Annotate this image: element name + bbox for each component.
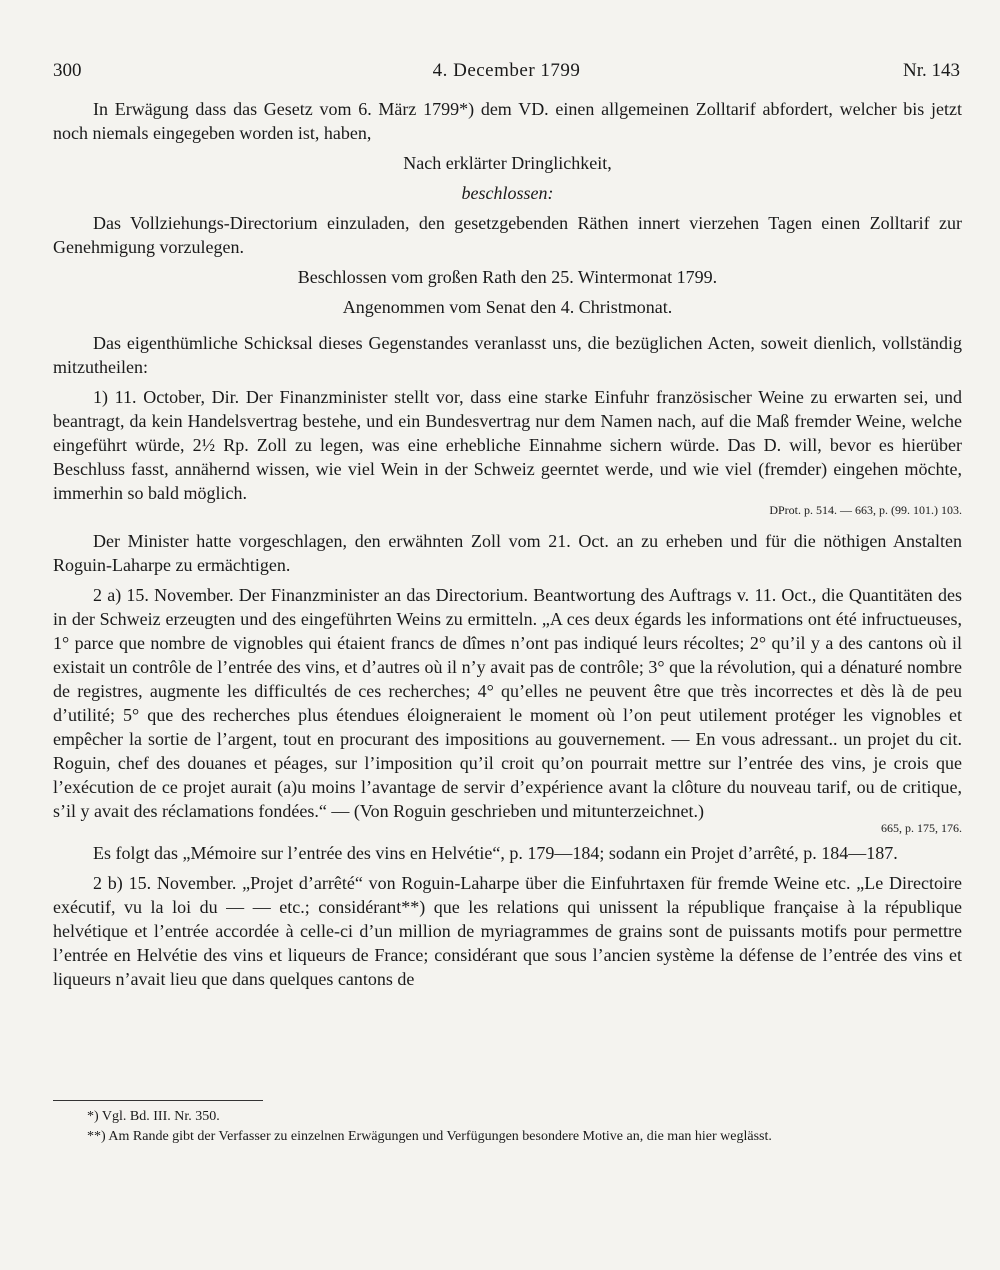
paragraph-adopted-council: Beschlossen vom großen Rath den 25. Wintermonat 1799.	[297, 267, 718, 287]
paragraph-memoire: Es folgt das „Mémoire sur l’entrée des vins en Helvétie“, p. 179—184; sodann ein Projet d’arrêté, p. 184—187.	[93, 843, 898, 863]
running-header	[53, 60, 960, 90]
footnotes	[53, 1100, 962, 1147]
paragraph-item-2b: 2 b) 15. November. „Projet d’arrêté“ von Roguin-Laharpe über die Einfuhrtaxen für fremde Weine etc. „Le Directoire exécutif, vu la loi du — — etc.; considérant**) que les relations qui unissent la république française à la république helvétique et l’entrée accordée à celle-ci d’un million de myriagrammes de grains sont de puissants motifs pour permettre l’entrée en Helvétie des vins et liqueurs de France; considérant que sous l’ancien système la défense de l’entrée des vins et liqueurs n’avait lieu que dans quelques cantons de	[53, 873, 962, 989]
paragraph-minister-proposal: Der Minister hatte vorgeschlagen, den erwähnten Zoll vom 21. Oct. an zu erheben und für die nöthigen Anstalten Roguin-Laharpe zu ermächtigen.	[53, 531, 962, 575]
paragraph-introduction: Das eigenthümliche Schicksal dieses Gegenstandes veranlasst uns, die bezüglichen Acten, soweit dienlich, vollständig mitzutheilen:	[53, 333, 962, 377]
footnote-2: **) Am Rande gibt der Verfasser zu einzelnen Erwägungen und Verfügungen besondere Motive an, die man hier weglässt.	[87, 1129, 772, 1144]
paragraph-resolved: beschlossen:	[461, 183, 554, 203]
body-text	[53, 97, 962, 991]
reference-2: 665, p. 175, 176.	[881, 821, 962, 835]
paragraph-consideration: In Erwägung dass das Gesetz vom 6. März 1799*) dem VD. einen allgemeinen Zolltarif abfordert, welcher bis jetzt noch niemals eingegeben worden ist, haben,	[53, 99, 962, 143]
paragraph-invitation: Das Vollziehungs-Directorium einzuladen, den gesetzgebenden Räthen innert vierzehen Tagen einen Zolltarif zur Genehmigung vorzulegen.	[53, 213, 962, 257]
footnote-1: *) Vgl. Bd. III. Nr. 350.	[87, 1109, 220, 1124]
header-date: 4. December 1799	[432, 60, 581, 81]
paragraph-item-1: 1) 11. October, Dir. Der Finanzminister stellt vor, dass eine starke Einfuhr französischer Weine zu erwarten sei, und beantragt, da kein Handelsvertrag bestehe, und ein Bundesvertrag nur dem Namen nach, auf die Maß fremder Weine, welche eingeführt würde, 2½ Rp. Zoll zu legen, was eine erhebliche Einnahme sichern würde. Das D. will, bevor es hierüber Beschluss fasst, annähernd wissen, wie viel Wein in der Schweiz geerntet werde, und wie viel (fremder) eingehen möchte, immerhin so bald möglich.	[53, 387, 962, 503]
footnote-rule	[53, 1100, 263, 1101]
page-number: 300	[53, 60, 82, 81]
paragraph-accepted-senate: Angenommen vom Senat den 4. Christmonat.	[342, 297, 673, 317]
paragraph-urgency: Nach erklärter Dringlichkeit,	[403, 153, 612, 173]
document-number: Nr. 143	[903, 60, 960, 81]
reference-1: DProt. p. 514. — 663, p. (99. 101.) 103.	[769, 503, 962, 517]
paragraph-item-2a: 2 a) 15. November. Der Finanzminister an das Directorium. Beantwortung des Auftrags v. 11. Oct., die Quantitäten des in der Schweiz erzeugten und des eingeführten Weins zu ermitteln. „A ces deux égards les informations ont été infructueuses, 1° parce que nombre de vignobles qui étaient francs de dîmes n’ont pas indiqué leurs récoltes; 2° qu’il y a des cantons où il existait un contrôle de l’entrée des vins, et d’autres où il n’y avait pas de contrôle; 3° que la révolution, qui a dénaturé nombre de registres, augmente les difficultés de ces recherches; 4° qu’elles ne peuvent être que très incorrectes et dès là de peu d’utilité; 5° que des recherches plus étendues éloigneraient le moment où l’on peut utilement protéger les vignobles et empêcher la sortie de l’argent, tout en procurant des impositions au gouvernement. — En vous adressant.. un projet du cit. Roguin, chef des douanes et péages, sur l’imposition qu’il croit qu’on pourrait mettre sur l’entrée des vins, je crois que l’exécution de ce projet aurait (a)u moins l’avantage de servir d’expérience avant la clôture du nouveau tarif, ou de critique, s’il y avait des réclamations fondées.“ — (Von Roguin geschrieben und mitunterzeichnet.)	[53, 585, 962, 821]
